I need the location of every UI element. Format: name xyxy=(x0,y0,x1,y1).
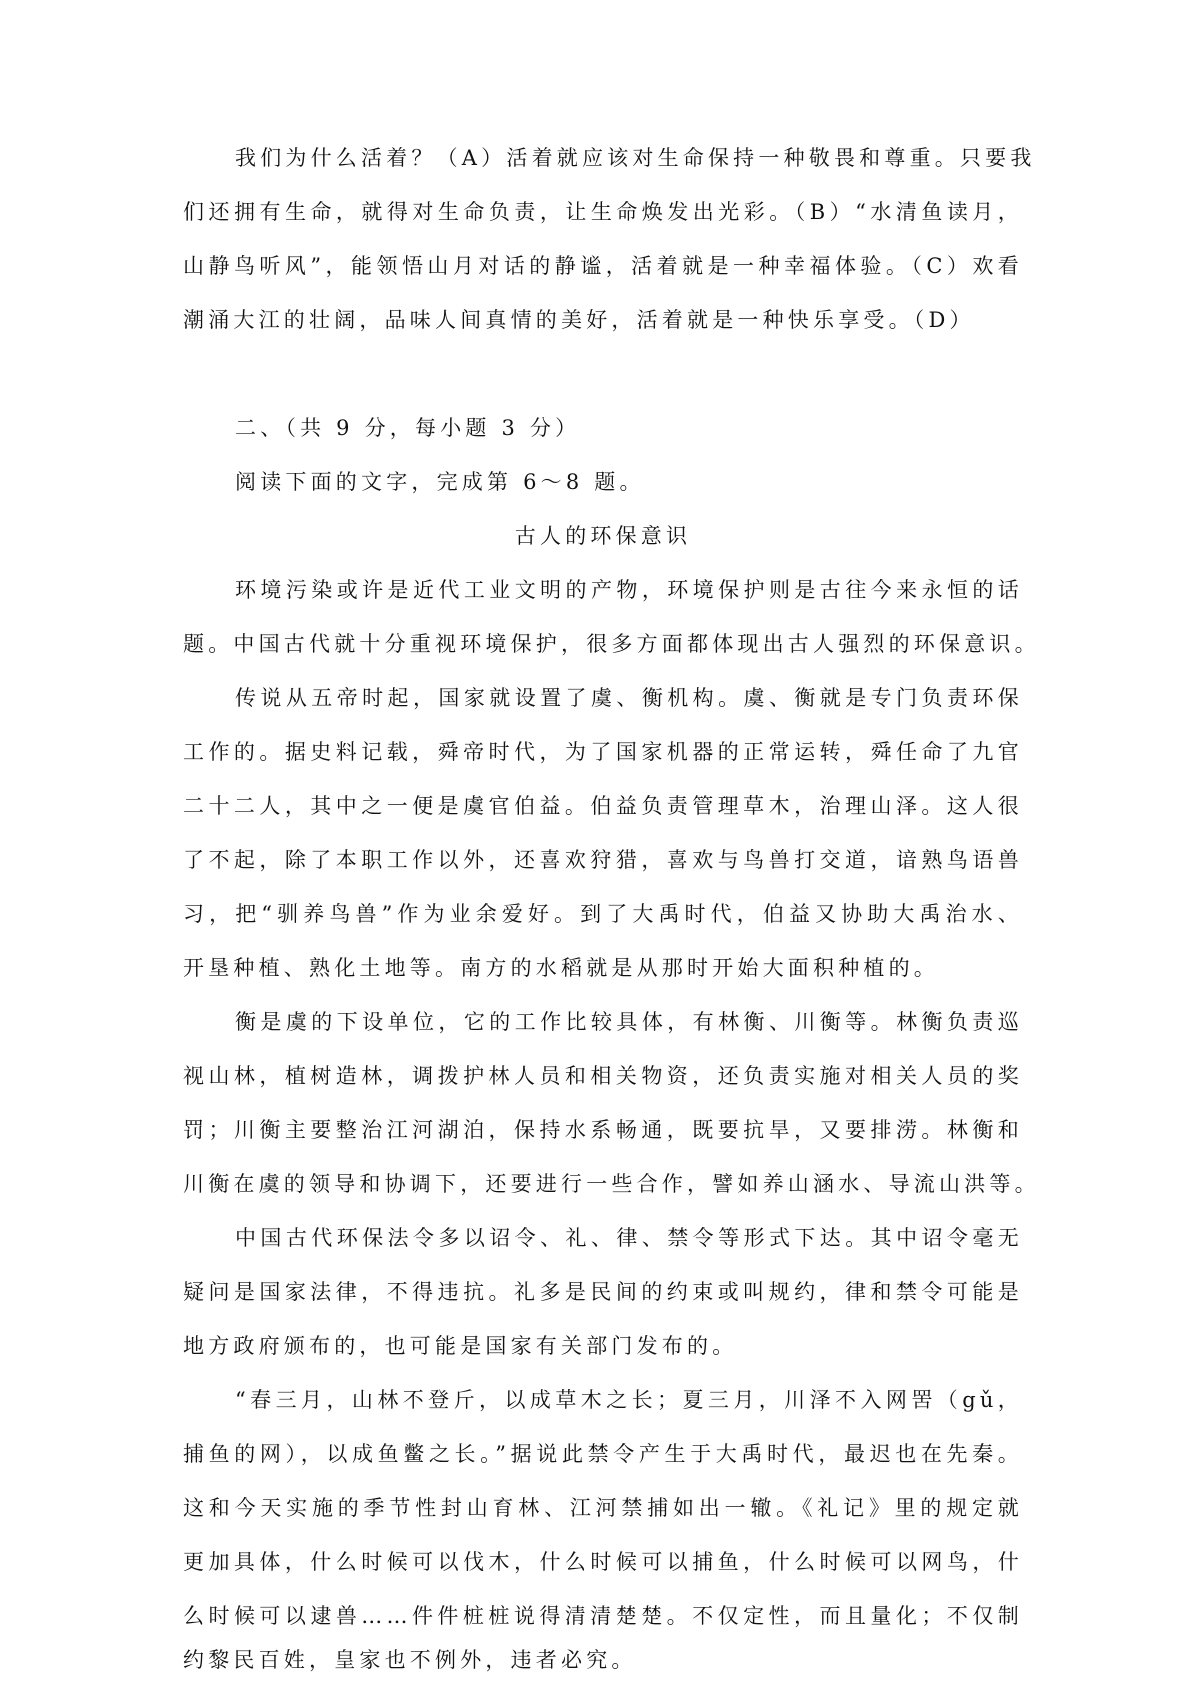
p4-line-1: 中国古代环保法令多以诏令、礼、律、禁令等形式下达。其中诏令毫无 xyxy=(235,1226,1023,1250)
p2-line-5: 习，把“驯养鸟兽”作为业余爱好。到了大禹时代，伯益又协助大禹治水、 xyxy=(183,902,1023,926)
p2-line-3: 二十二人，其中之一便是虞官伯益。伯益负责管理草木，治理山泽。这人很 xyxy=(183,794,1023,818)
intro-line-1: 我们为什么活着？（A）活着就应该对生命保持一种敬畏和尊重。只要我 xyxy=(235,146,1036,170)
intro-line-3: 山静鸟听风”，能领悟山月对话的静谧，活着就是一种幸福体验。（C）欢看 xyxy=(183,254,1023,278)
p2-line-2: 工作的。据史料记载，舜帝时代，为了国家机器的正常运转，舜任命了九官 xyxy=(183,740,1023,764)
p3-line-1: 衡是虞的下设单位，它的工作比较具体，有林衡、川衡等。林衡负责巡 xyxy=(235,1010,1023,1034)
p5-line-5: 么时候可以逮兽……件件桩桩说得清清楚楚。不仅定性，而且量化；不仅制 xyxy=(183,1604,1023,1628)
p1-line-2: 题。中国古代就十分重视环境保护，很多方面都体现出古人强烈的环保意识。 xyxy=(183,632,1040,656)
intro-line-4: 潮涌大江的壮阔，品味人间真情的美好，活着就是一种快乐享受。（D） xyxy=(183,308,975,332)
section-instruction: 阅读下面的文字，完成第 6～8 题。 xyxy=(235,470,645,494)
p2-line-4: 了不起，除了本职工作以外，还喜欢狩猎，喜欢与鸟兽打交道，谙熟鸟语兽 xyxy=(183,848,1023,872)
p5-line-6: 约黎民百姓，皇家也不例外，违者必究。 xyxy=(183,1648,637,1672)
p5-line-1: “春三月，山林不登斤，以成草木之长；夏三月，川泽不入网罟（gǔ， xyxy=(235,1388,1023,1412)
p5-line-2: 捕鱼的网），以成鱼鳖之长。”据说此禁令产生于大禹时代，最迟也在先秦。 xyxy=(183,1442,1023,1466)
article-title: 古人的环保意识 xyxy=(514,524,692,548)
p4-line-3: 地方政府颁布的，也可能是国家有关部门发布的。 xyxy=(183,1334,738,1358)
p3-line-3: 罚；川衡主要整治江河湖泊，保持水系畅通，既要抗旱，又要排涝。林衡和 xyxy=(183,1118,1023,1142)
intro-line-2: 们还拥有生命，就得对生命负责，让生命焕发出光彩。（B）“水清鱼读月， xyxy=(183,200,1023,224)
p5-line-4: 更加具体，什么时候可以伐木，什么时候可以捕鱼，什么时候可以网鸟，什 xyxy=(183,1550,1023,1574)
p2-line-1: 传说从五帝时起，国家就设置了虞、衡机构。虞、衡就是专门负责环保 xyxy=(235,686,1023,710)
p2-line-6: 开垦种植、熟化土地等。南方的水稻就是从那时开始大面积种植的。 xyxy=(183,956,939,980)
p3-line-2: 视山林，植树造林，调拨护林人员和相关物资，还负责实施对相关人员的奖 xyxy=(183,1064,1023,1088)
p4-line-2: 疑问是国家法律，不得违抗。礼多是民间的约束或叫规约，律和禁令可能是 xyxy=(183,1280,1023,1304)
p5-line-3: 这和今天实施的季节性封山育林、江河禁捕如出一辙。《礼记》里的规定就 xyxy=(183,1496,1023,1520)
p1-line-1: 环境污染或许是近代工业文明的产物，环境保护则是古往今来永恒的话 xyxy=(235,578,1023,602)
p3-line-4: 川衡在虞的领导和协调下，还要进行一些合作，譬如养山涵水、导流山洪等。 xyxy=(183,1172,1040,1196)
section-heading: 二、（共 9 分，每小题 3 分） xyxy=(235,416,581,440)
